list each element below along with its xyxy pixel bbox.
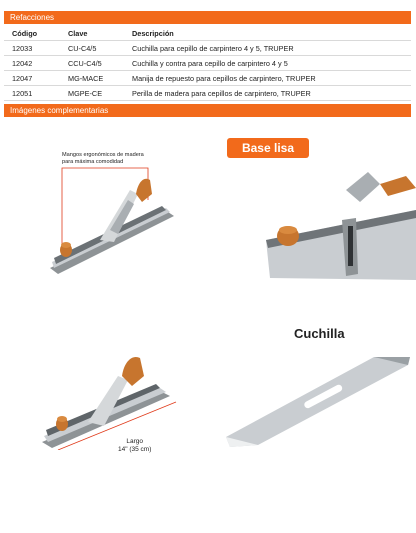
table-row (4, 41, 411, 56)
cell-clave: MGPE-CE (60, 86, 132, 101)
plane-side-image (38, 350, 178, 450)
refacciones-header: Refacciones (4, 11, 411, 24)
cell-clave: CCU-C4/5 (60, 56, 132, 71)
cell-descripcion: Cuchilla para cepillo de carpintero 4 y 5, TRUPER (132, 41, 411, 56)
cell-descripcion: Cuchilla y contra para cepillo de carpintero 4 y 5 (132, 56, 411, 71)
cell-clave: MG-MACE (60, 71, 132, 86)
cell-codigo: 12051 (4, 86, 60, 101)
cell-codigo: 12047 (4, 71, 60, 86)
imagenes-header: Imágenes complementarias (4, 104, 411, 117)
parts-table (4, 27, 411, 101)
blade-image (222, 355, 412, 450)
largo-value: 14" (35 cm) (118, 446, 152, 453)
base-lisa-badge: Base lisa (227, 138, 309, 158)
table-row (4, 86, 411, 101)
largo-label (118, 438, 151, 454)
cell-descripcion: Manija de repuesto para cepillos de carpintero, TRUPER (132, 71, 411, 86)
plane-diagonal-image (40, 150, 190, 280)
table-header-row (4, 27, 411, 41)
cell-descripcion: Perilla de madera para cepillos de carpintero, TRUPER (132, 86, 411, 101)
base-closeup-image (256, 170, 416, 290)
handle-note-line2: para máxima comodidad (62, 158, 124, 165)
header-descripcion: Descripción (132, 27, 411, 41)
largo-title: Largo (126, 438, 143, 445)
handle-note-line1: Mangos ergonómicos de madera (62, 152, 144, 158)
table-row (4, 71, 411, 86)
table-row (4, 56, 411, 71)
header-clave: Clave (60, 27, 132, 41)
cell-codigo: 12033 (4, 41, 60, 56)
cell-clave: CU-C4/5 (60, 41, 132, 56)
cell-codigo: 12042 (4, 56, 60, 71)
cuchilla-title: Cuchilla (294, 326, 345, 341)
header-codigo: Código (4, 27, 60, 41)
